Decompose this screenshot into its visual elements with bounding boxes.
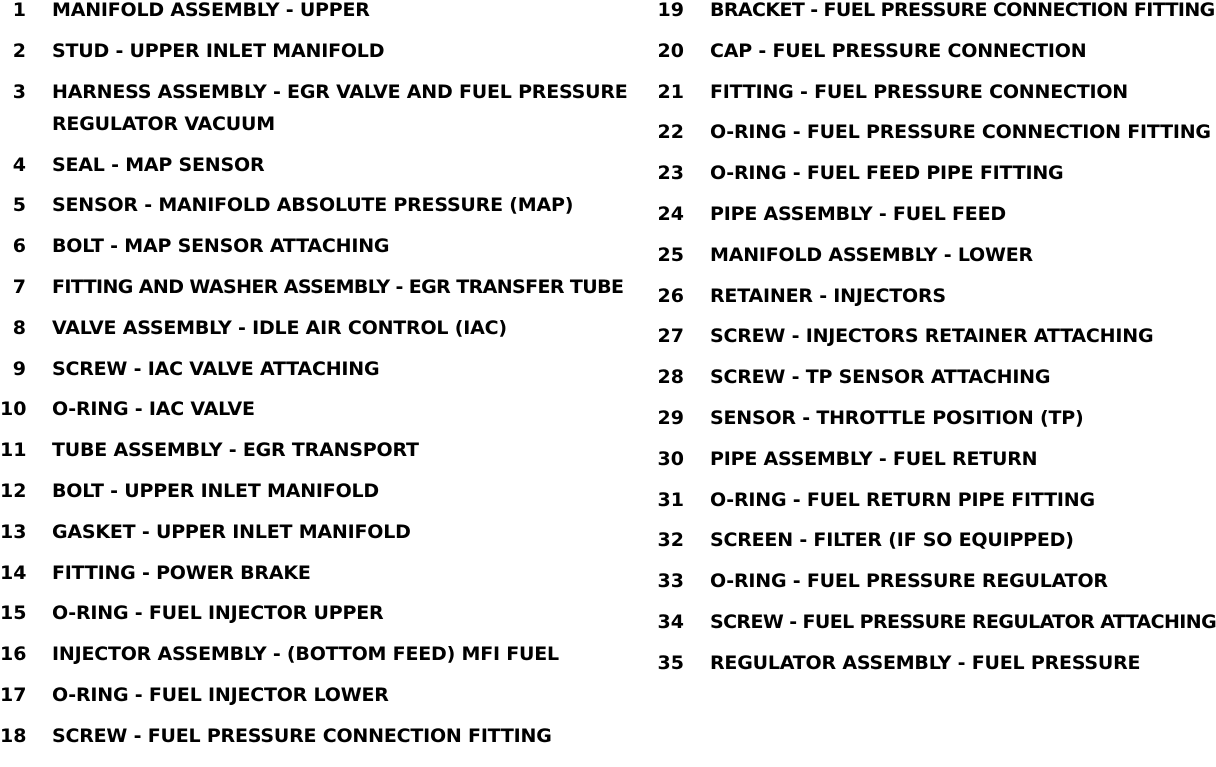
item-number: 29 bbox=[657, 406, 684, 429]
item-number: 35 bbox=[657, 651, 684, 674]
item-number: 23 bbox=[657, 162, 684, 185]
parts-list-right-column bbox=[652, 0, 1216, 694]
item-number: 16 bbox=[0, 643, 27, 666]
item-text: CAP - FUEL PRESSURE CONNECTION bbox=[710, 39, 1087, 62]
item-text: O-RING - FUEL INJECTOR UPPER bbox=[52, 602, 384, 625]
item-text: BOLT - UPPER INLET MANIFOLD bbox=[52, 479, 379, 502]
item-text: O-RING - FUEL PRESSURE CONNECTION FITTING bbox=[710, 121, 1211, 144]
item-text: BOLT - MAP SENSOR ATTACHING bbox=[52, 235, 390, 258]
item-number: 10 bbox=[0, 398, 27, 421]
item-text: MANIFOLD ASSEMBLY - UPPER bbox=[52, 0, 370, 21]
item-number: 25 bbox=[657, 243, 684, 266]
item-number: 20 bbox=[657, 39, 684, 62]
item-number: 15 bbox=[0, 602, 27, 625]
list-item bbox=[0, 82, 640, 155]
list-item bbox=[652, 653, 1216, 694]
item-number: 7 bbox=[12, 275, 26, 298]
item-text: SCREW - FUEL PRESSURE CONNECTION FITTING bbox=[52, 724, 552, 747]
item-number: 9 bbox=[12, 357, 26, 380]
item-text: GASKET - UPPER INLET MANIFOLD bbox=[52, 520, 411, 543]
item-number: 21 bbox=[657, 80, 684, 103]
item-text: HARNESS ASSEMBLY - EGR VALVE AND FUEL PRESSURE REGULATOR VACUUM bbox=[52, 80, 628, 135]
item-number: 30 bbox=[657, 447, 684, 470]
item-text: VALVE ASSEMBLY - IDLE AIR CONTROL (IAC) bbox=[52, 316, 507, 339]
item-number: 3 bbox=[12, 80, 26, 103]
item-text: RETAINER - INJECTORS bbox=[710, 284, 946, 307]
item-number: 27 bbox=[657, 325, 684, 348]
item-text: INJECTOR ASSEMBLY - (BOTTOM FEED) MFI FUEL bbox=[52, 643, 559, 666]
item-number: 18 bbox=[0, 724, 27, 747]
item-number: 33 bbox=[657, 570, 684, 593]
item-text: BRACKET - FUEL PRESSURE CONNECTION FITTING bbox=[710, 0, 1215, 21]
item-number: 11 bbox=[0, 439, 27, 462]
item-number: 32 bbox=[657, 529, 684, 552]
item-text: SCREW - TP SENSOR ATTACHING bbox=[710, 366, 1051, 389]
item-text: O-RING - FUEL FEED PIPE FITTING bbox=[710, 162, 1064, 185]
item-text: SCREEN - FILTER (IF SO EQUIPPED) bbox=[710, 529, 1074, 552]
item-text: O-RING - FUEL INJECTOR LOWER bbox=[52, 683, 389, 706]
item-number: 1 bbox=[12, 0, 26, 21]
item-number: 28 bbox=[657, 366, 684, 389]
item-text: SENSOR - THROTTLE POSITION (TP) bbox=[710, 406, 1084, 429]
item-number: 22 bbox=[657, 121, 684, 144]
item-text: PIPE ASSEMBLY - FUEL FEED bbox=[710, 202, 1006, 225]
item-text: STUD - UPPER INLET MANIFOLD bbox=[52, 39, 385, 62]
item-number: 24 bbox=[657, 202, 684, 225]
item-number: 14 bbox=[0, 561, 27, 584]
item-text: REGULATOR ASSEMBLY - FUEL PRESSURE bbox=[710, 651, 1141, 674]
item-number: 8 bbox=[12, 316, 26, 339]
item-number: 4 bbox=[12, 153, 26, 176]
item-text: SEAL - MAP SENSOR bbox=[52, 153, 265, 176]
item-text: PIPE ASSEMBLY - FUEL RETURN bbox=[710, 447, 1038, 470]
item-number: 31 bbox=[657, 488, 684, 511]
item-text: SCREW - INJECTORS RETAINER ATTACHING bbox=[710, 325, 1154, 348]
item-number: 6 bbox=[12, 235, 26, 258]
item-text: MANIFOLD ASSEMBLY - LOWER bbox=[710, 243, 1033, 266]
item-text: O-RING - IAC VALVE bbox=[52, 398, 255, 421]
item-text: TUBE ASSEMBLY - EGR TRANSPORT bbox=[52, 439, 419, 462]
item-number: 19 bbox=[657, 0, 684, 21]
item-text: FITTING - POWER BRAKE bbox=[52, 561, 311, 584]
list-item bbox=[0, 726, 640, 767]
item-number: 34 bbox=[657, 610, 684, 633]
item-text: SCREW - FUEL PRESSURE REGULATOR ATTACHING bbox=[710, 610, 1216, 633]
item-text: O-RING - FUEL PRESSURE REGULATOR bbox=[710, 570, 1108, 593]
item-number: 12 bbox=[0, 479, 27, 502]
item-number: 5 bbox=[12, 194, 26, 217]
item-number: 13 bbox=[0, 520, 27, 543]
item-number: 2 bbox=[12, 39, 26, 62]
item-text: O-RING - FUEL RETURN PIPE FITTING bbox=[710, 488, 1095, 511]
item-text: FITTING - FUEL PRESSURE CONNECTION bbox=[710, 80, 1129, 103]
item-text: SENSOR - MANIFOLD ABSOLUTE PRESSURE (MAP) bbox=[52, 194, 574, 217]
item-number: 26 bbox=[657, 284, 684, 307]
item-number: 17 bbox=[0, 683, 27, 706]
item-text: FITTING AND WASHER ASSEMBLY - EGR TRANSFER TUBE bbox=[52, 275, 624, 298]
item-text: SCREW - IAC VALVE ATTACHING bbox=[52, 357, 380, 380]
